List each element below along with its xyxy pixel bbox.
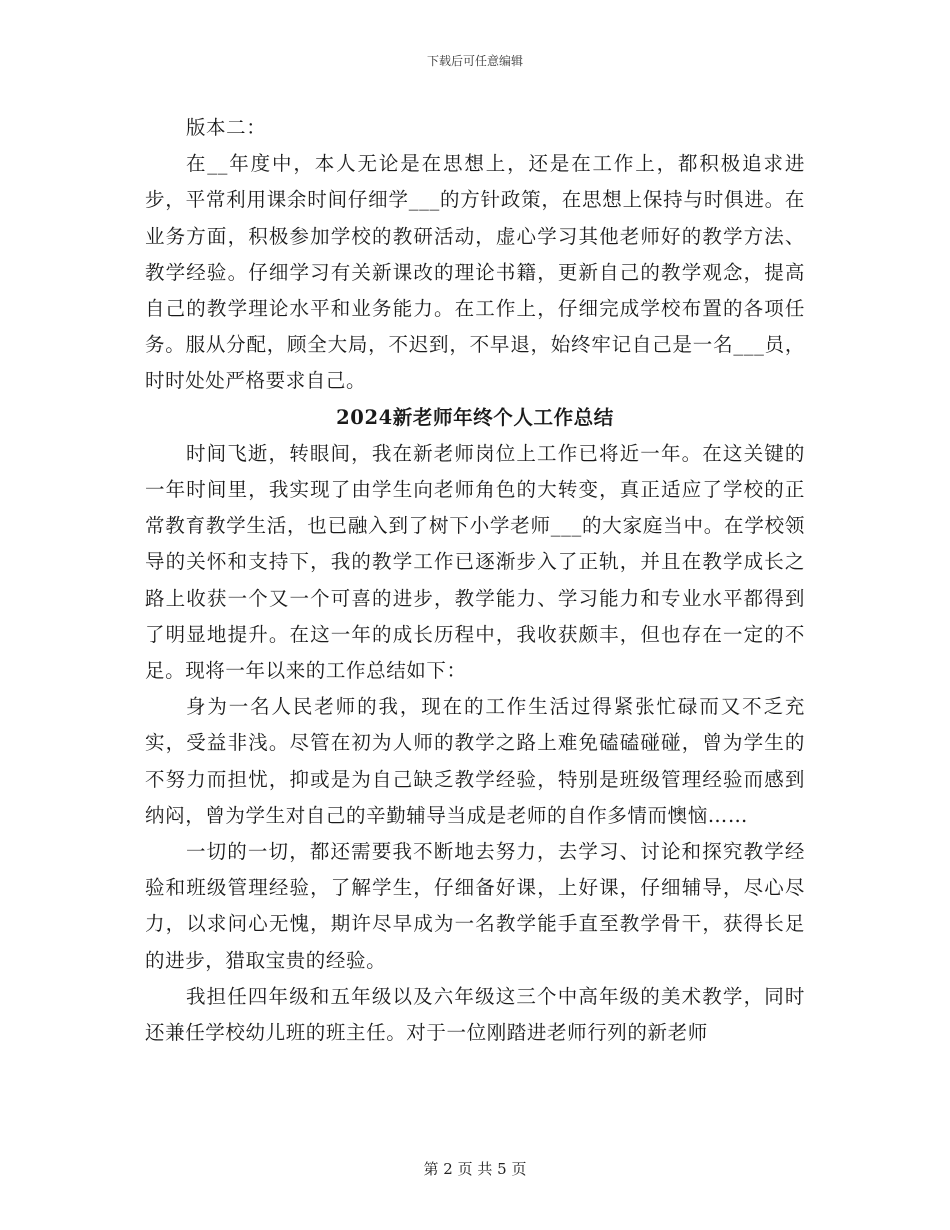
- page-indicator: 第 2 页 共 5 页: [423, 1160, 527, 1178]
- section-title: 2024新老师年终个人工作总结: [336, 405, 614, 429]
- document-body: [145, 110, 805, 1051]
- paragraph: 一切的一切，都还需要我不断地去努力，去学习、讨论和探究教学经验和班级管理经验，了解学生，仔细备好课，上好课，仔细辅导，尽心尽力，以求问心无愧，期许尽早成为一名教学能手直至教学骨干，获得长足的进步，猎取宝贵的经验。: [145, 840, 805, 972]
- paragraph: 时间飞逝，转眼间，我在新老师岗位上工作已将近一年。在这关键的一年时间里，我实现了由学生向老师角色的大转变，真正适应了学校的正常教育教学生活，也已融入到了树下小学老师___的大家庭当中。在学校领导的关怀和支持下，我的教学工作已逐渐步入了正轨，并且在教学成长之路上收获一个又一个可喜的进步，教学能力、学习能力和专业水平都得到了明显地提升。在这一年的成长历程中，我收获颇丰，但也存在一定的不足。现将一年以来的工作总结如下：: [145, 441, 805, 683]
- header-note: 下载后可任意编辑: [426, 54, 523, 68]
- paragraph: 我担任四年级和五年级以及六年级这三个中高年级的美术教学，同时还兼任学校幼儿班的班主任。对于一位刚踏进老师行列的新老师: [145, 984, 805, 1045]
- paragraph: 身为一名人民老师的我，现在的工作生活过得紧张忙碌而又不乏充实，受益非浅。尽管在初为人师的教学之路上难免磕磕碰碰，曾为学生的不努力而担忧，抑或是为自己缺乏教学经验，特别是班级管理经验而感到纳闷，曾为学生对自己的辛勤辅导当成是老师的自作多情而懊恼……: [145, 695, 805, 827]
- version-label: 版本二：: [185, 116, 267, 139]
- paragraph: 在__年度中，本人无论是在思想上，还是在工作上，都积极追求进步，平常利用课余时间仔细学___的方针政策，在思想上保持与时俱进。在业务方面，积极参加学校的教研活动，虚心学习其他老师好的教学方法、教学经验。仔细学习有关新课改的理论书籍，更新自己的教学观念，提高自己的教学理论水平和业务能力。在工作上，仔细完成学校布置的各项任务。服从分配，顾全大局，不迟到，不早退，始终牢记自己是一名___员，时时处处严格要求自己。: [145, 152, 805, 393]
